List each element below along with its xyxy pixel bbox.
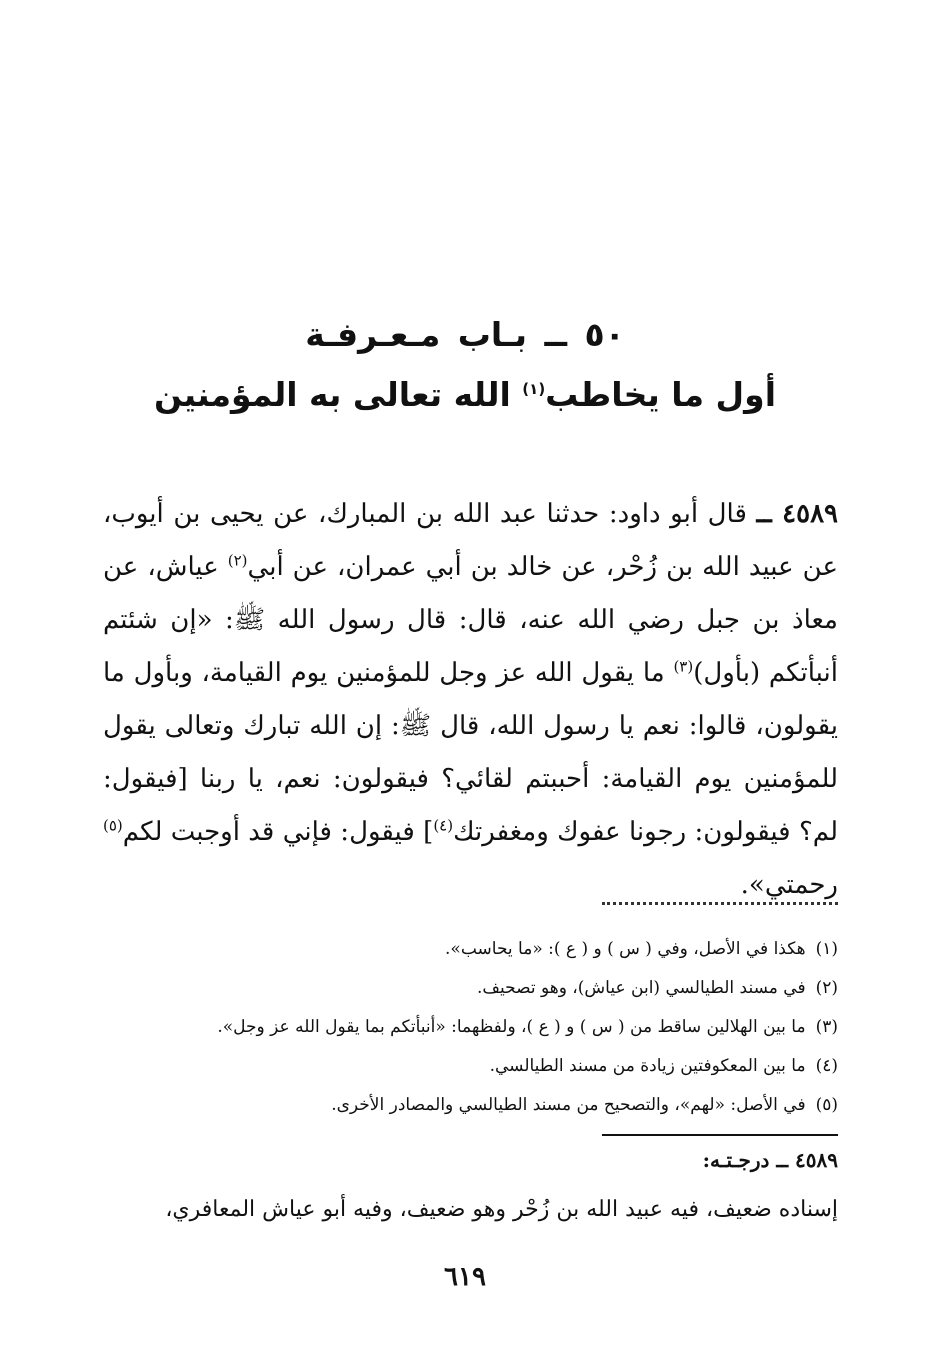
footnote-ref-3: (٣) <box>673 657 694 676</box>
chapter-subtitle <box>0 365 930 425</box>
hadith-segment-4: ] فيقول: فإني قد أوجبت لكم <box>122 817 434 847</box>
hadith-segment-5: رحمتي». <box>740 870 838 900</box>
footnote-ref-5: (٥) <box>103 816 123 835</box>
hadith-segment-3: ما يقول الله عز وجل للمؤمنين يوم القيامة، وبأول ما يقولون، قالوا: نعم يا رسول الله، قال ﷺ: إن الله تبارك وتعالى يقول للمؤمنين يوم القيامة: أحببتم لقائي؟ فيقولون: نعم، يا ربنا [فيقول: لم؟ فيقولون: رجونا عفوك ومغفرتك <box>103 658 838 847</box>
hadith-text <box>103 488 838 912</box>
hadith-segment-1: قال أبو داود: حدثنا عبد الله بن المبارك، عن يحيى بن أيوب، عن عبيد الله بن زُحْر، عن خالد بن أبي عمران، عن أبي <box>103 499 838 582</box>
page-number: ٦١٩ <box>444 1262 486 1292</box>
hadith-number: ٤٥٨٩ ــ <box>756 499 839 529</box>
footnotes-list <box>93 930 838 1125</box>
footnote-number: (٥) <box>815 1095 838 1115</box>
footnote-ref-2: (٢) <box>227 551 248 570</box>
grading-separator <box>602 1134 838 1136</box>
chapter-subtitle-part2: الله تعالى به المؤمنين <box>153 375 523 414</box>
footnote-text: ما بين المعكوفتين زيادة من مسند الطيالسي. <box>489 1056 806 1076</box>
grading-text: إسناده ضعيف، فيه عبيد الله بن زُحْر وهو ضعيف، وفيه أبو عياش المعافري، <box>165 1197 838 1222</box>
footnote-text: ما بين الهلالين ساقط من ( س ) و ( ع )، ولفظهما: «أنبأتكم بما يقول الله عز وجل». <box>217 1017 806 1037</box>
footnote-number: (٤) <box>815 1056 838 1076</box>
footnote-separator <box>602 902 838 905</box>
footnote-ref-1: (١) <box>522 380 546 398</box>
grading-heading: ٤٥٨٩ ــ درجـتـه: <box>702 1148 838 1172</box>
footnote-text: هكذا في الأصل، وفي ( س ) و ( ع ): «ما يحاسب». <box>445 939 806 959</box>
footnote <box>93 969 838 1008</box>
footnote-text: في الأصل: «لهم»، والتصحيح من مسند الطيالسي والمصادر الأخرى. <box>331 1095 806 1115</box>
footnote-number: (١) <box>815 939 838 959</box>
footnote <box>93 1047 838 1086</box>
hadith-segment-2: عياش، عن معاذ بن جبل رضي الله عنه، قال: قال رسول الله ﷺ: «إن شئتم أنبأتكم (بأول) <box>103 552 838 688</box>
footnote-number: (٣) <box>815 1017 838 1037</box>
footnote <box>93 1008 838 1047</box>
footnote-number: (٢) <box>815 978 838 998</box>
footnote-text: في مسند الطيالسي (ابن عياش)، وهو تصحيف. <box>476 978 806 998</box>
chapter-number-title: ٥٠ ــ بـاب مـعـرفـة <box>305 315 625 354</box>
chapter-subtitle-part1: أول ما يخاطب <box>545 375 777 414</box>
chapter-heading <box>0 305 930 425</box>
footnote <box>93 930 838 969</box>
footnote-ref-4: (٤) <box>433 816 454 835</box>
footnote <box>93 1086 838 1125</box>
